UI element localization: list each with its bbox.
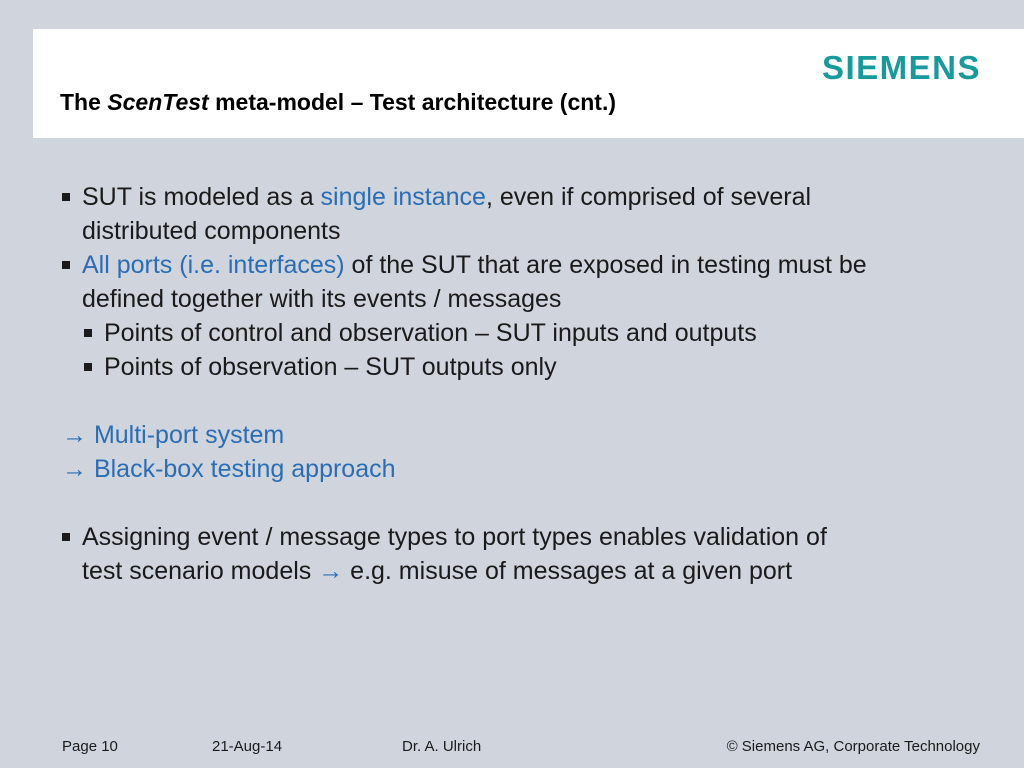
siemens-logo: SIEMENS: [821, 49, 981, 86]
bullet-text: of the SUT that are exposed in testing must be: [344, 251, 867, 279]
bullet-text: SUT is modeled as a: [82, 183, 321, 211]
arrow-text: Multi-port system: [87, 421, 285, 449]
sub-bullet-control-observation: [62, 316, 992, 350]
page-title: [60, 89, 616, 116]
bullet-text: , even if comprised of several: [485, 183, 812, 211]
bullet-square-icon: [62, 261, 70, 269]
bullet-square-icon: [84, 363, 92, 371]
title-prefix: The: [60, 89, 108, 115]
header-band: [33, 29, 1024, 138]
sub-bullet-text: Points of observation – SUT outputs only: [104, 353, 557, 381]
bullet-text-line2: distributed components: [82, 217, 341, 245]
bullet-sut-instance: [62, 180, 992, 248]
bullet-text-line2: test scenario models: [82, 557, 319, 585]
arrow-right-icon: →: [62, 455, 87, 483]
title-suffix: meta-model – Test architecture (cnt.): [208, 89, 616, 115]
bullet-text: Assigning event / message types to port types enables validation of: [82, 523, 827, 551]
arrow-right-icon: →: [318, 557, 344, 585]
arrow-right-icon: →: [62, 421, 87, 449]
footer-date: 21-Aug-14: [212, 738, 283, 755]
highlight-text: single instance: [320, 183, 486, 211]
arrow-text: Black-box testing approach: [87, 455, 396, 483]
slide-content: [62, 180, 992, 588]
sub-bullet-observation: [62, 350, 992, 384]
highlight-text: All ports (i.e. interfaces): [82, 251, 345, 279]
bullet-text-line2: defined together with its events / messages: [82, 285, 562, 313]
bullet-square-icon: [62, 193, 70, 201]
bullet-assigning-types: [62, 520, 992, 588]
bullet-all-ports: [62, 248, 992, 316]
bullet-square-icon: [62, 533, 70, 541]
arrow-black-box: [62, 452, 992, 486]
spacer: [62, 486, 992, 520]
sub-bullet-text: Points of control and observation – SUT inputs and outputs: [104, 319, 757, 347]
bullet-text-line2-post: e.g. misuse of messages at a given port: [343, 557, 793, 585]
footer-page-number: Page 10: [62, 738, 118, 755]
footer-copyright: © Siemens AG, Corporate Technology: [726, 738, 980, 755]
title-italic: ScenTest: [107, 89, 209, 115]
arrow-multi-port: [62, 418, 992, 452]
footer-author: Dr. A. Ulrich: [402, 738, 482, 755]
spacer: [62, 384, 992, 418]
bullet-square-icon: [84, 329, 92, 337]
